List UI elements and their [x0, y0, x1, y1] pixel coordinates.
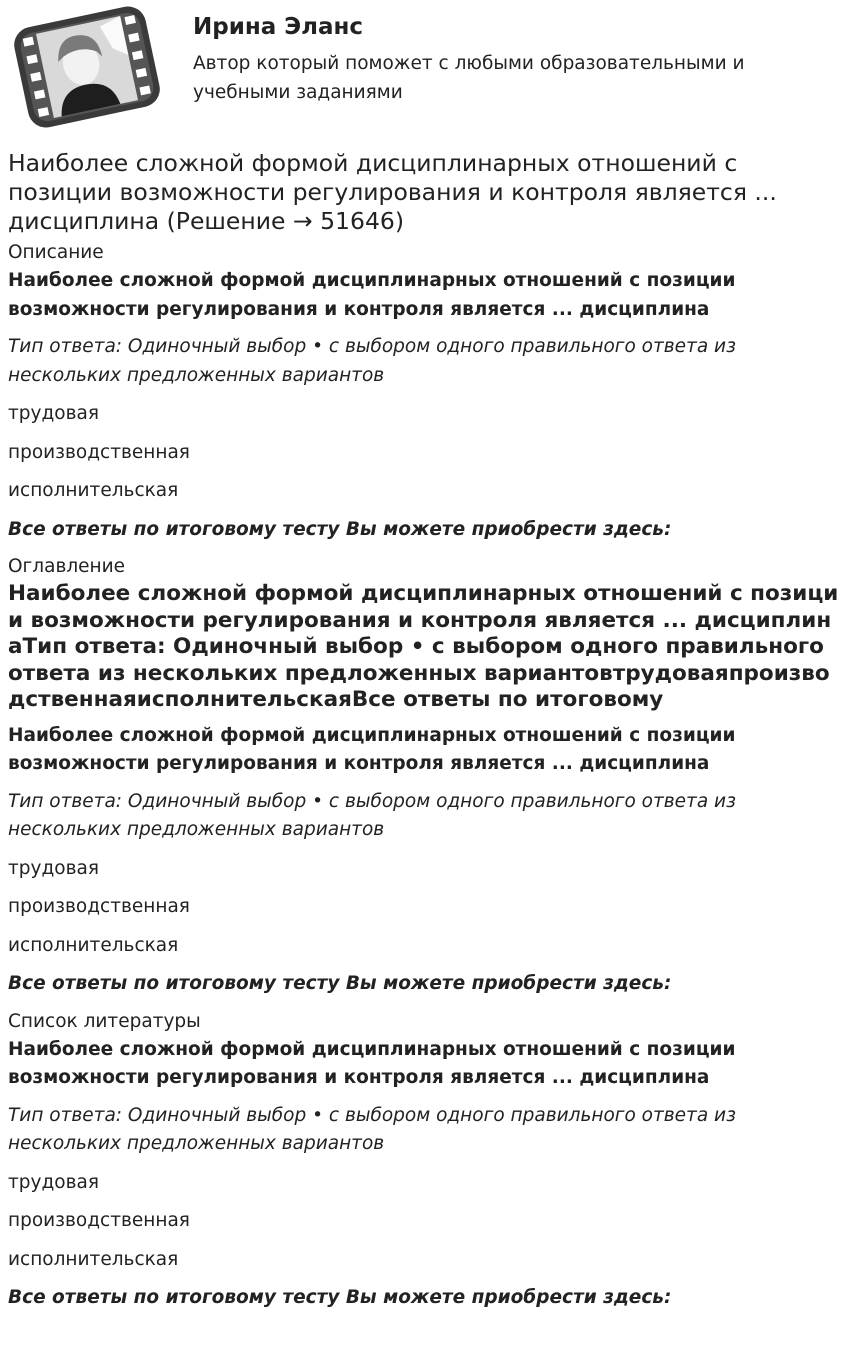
section-label-literature: Список литературы: [8, 1010, 201, 1032]
answer-type-text: Тип ответа: Одиночный выбор • с выбором одного правильного ответа из нескольких предложенных вариантов: [8, 336, 736, 386]
answer-option: производственная: [8, 896, 190, 917]
author-card: [8, 0, 839, 140]
answer-option: исполнительская: [8, 934, 179, 956]
page-title: Наиболее сложной формой дисциплинарных отношений с позиции возможности регулирования и контроля является ... дисциплина (Решение → 51646): [8, 149, 777, 235]
answer-type-text: Тип ответа: Одиночный выбор • с выбором одного правильного ответа из нескольких предложенных вариантов: [8, 790, 736, 840]
question-text: Наиболее сложной формой дисциплинарных отношений с позиции возможности регулирования и контроля является ... дисциплина: [8, 724, 736, 774]
description-section: [8, 239, 839, 544]
purchase-cta: Все ответы по итоговому тесту Вы можете приобрести здесь:: [8, 973, 672, 994]
contents-heading: Наиболее сложной формой дисциплинарных отношений с позиции возможности регулирования и контроля является ... дисциплинаТип ответа: Одиночный выбор • с выбором одного правильного ответа из нескольких предложенных вариантовтрудоваяпроизводственнаяисполнительскаяВсе ответы по итоговому: [8, 581, 839, 712]
answer-option: исполнительская: [8, 1248, 179, 1270]
author-name[interactable]: Ирина Эланс: [193, 14, 364, 40]
author-description: Автор который поможет с любыми образовательными и учебными заданиями: [193, 53, 745, 103]
answer-option: трудовая: [8, 403, 99, 424]
answer-option: трудовая: [8, 857, 99, 879]
purchase-cta: Все ответы по итоговому тесту Вы можете приобрести здесь:: [8, 518, 672, 540]
literature-section: [8, 1008, 839, 1313]
answer-option: исполнительская: [8, 480, 179, 501]
question-text: Наиболее сложной формой дисциплинарных отношений с позиции возможности регулирования и контроля является ... дисциплина: [8, 270, 736, 320]
contents-section: [8, 553, 839, 999]
answer-option: трудовая: [8, 1171, 99, 1193]
answer-option: производственная: [8, 441, 190, 463]
question-text: Наиболее сложной формой дисциплинарных отношений с позиции возможности регулирования и контроля является ... дисциплина: [8, 1038, 736, 1088]
answer-option: производственная: [8, 1210, 190, 1231]
section-label-contents: Оглавление: [8, 556, 126, 577]
purchase-cta: Все ответы по итоговому тесту Вы можете приобрести здесь:: [8, 1287, 672, 1308]
author-avatar[interactable]: [12, 4, 162, 130]
section-label-description: Описание: [8, 242, 104, 263]
answer-type-text: Тип ответа: Одиночный выбор • с выбором одного правильного ответа из нескольких предложенных вариантов: [8, 1104, 736, 1154]
